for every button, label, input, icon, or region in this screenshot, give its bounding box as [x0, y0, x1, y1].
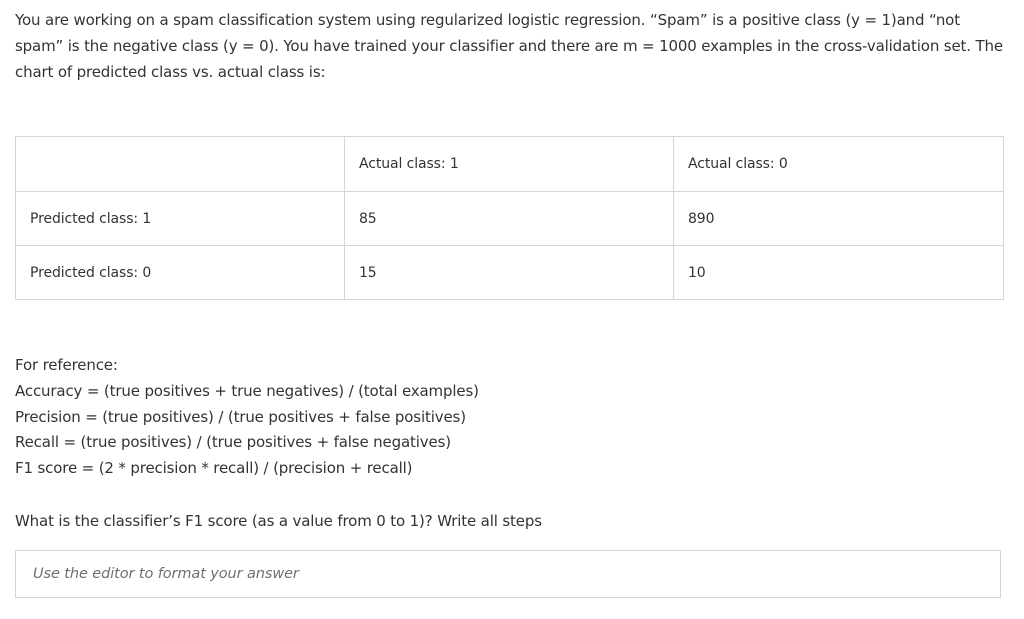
- row-label-predicted-class-1: Predicted class: 1: [16, 192, 345, 246]
- cell-true-negatives: 10: [674, 246, 1004, 300]
- table-corner-cell: [16, 137, 345, 192]
- cell-true-positives: 85: [345, 192, 674, 246]
- cell-false-negatives: 15: [345, 246, 674, 300]
- reference-formulas: [15, 353, 479, 482]
- formula-precision: Precision = (true positives) / (true positives + false positives): [15, 407, 466, 426]
- answer-editor[interactable]: [15, 550, 1001, 598]
- header-actual-class-0: Actual class: 0: [674, 137, 1004, 192]
- table-header-row: [16, 137, 1004, 192]
- formula-recall: Recall = (true positives) / (true positives + false negatives): [15, 433, 451, 452]
- reference-title: For reference:: [15, 356, 118, 374]
- table-row: [16, 246, 1004, 300]
- header-actual-class-1: Actual class: 1: [345, 137, 674, 192]
- question-prompt: What is the classifier’s F1 score (as a value from 0 to 1)? Write all steps: [15, 512, 542, 530]
- formula-accuracy: Accuracy = (true positives + true negatives) / (total examples): [15, 381, 479, 400]
- formula-f1-score: F1 score = (2 * precision * recall) / (precision + recall): [15, 459, 413, 478]
- confusion-matrix-table: [15, 136, 1004, 300]
- question-intro-text: You are working on a spam classification system using regularized logistic regression. “Spam” is a positive class (y = 1)and “not spam” is the negative class (y = 0). You have trained your classifier and there are m = 1000 examples in the cross-validation set. The chart of predicted class vs. actual class is:: [15, 11, 1003, 81]
- table-row: [16, 192, 1004, 246]
- cell-false-positives: 890: [674, 192, 1004, 246]
- row-label-predicted-class-0: Predicted class: 0: [16, 246, 345, 300]
- question-page: [15, 7, 1005, 582]
- answer-placeholder: Use the editor to format your answer: [33, 566, 299, 582]
